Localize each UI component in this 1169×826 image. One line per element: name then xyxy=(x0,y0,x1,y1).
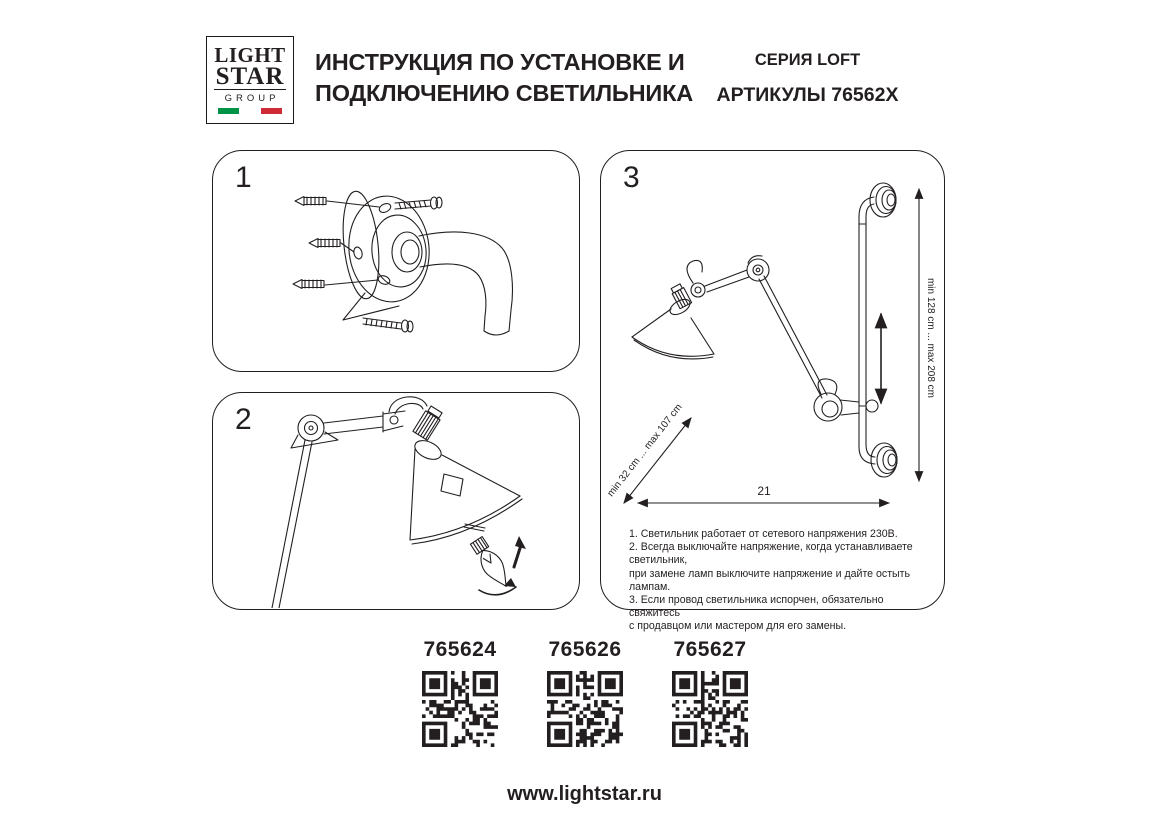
insert-arrow-icon xyxy=(514,536,526,567)
lamp-rod xyxy=(272,440,312,608)
elbow-joint xyxy=(747,256,769,281)
article-list xyxy=(405,638,765,747)
lamp-arm-lower xyxy=(759,276,827,398)
qr-code xyxy=(422,671,498,747)
step2-panel xyxy=(212,392,580,610)
lamp-socket xyxy=(413,405,444,440)
wall-anchor-icon xyxy=(295,197,326,206)
lamp-head-drawing xyxy=(213,393,578,608)
pivot-joint xyxy=(291,415,338,448)
width-dimension-label: 21 xyxy=(757,484,771,498)
note-line: с продавцом или мастером для его замены. xyxy=(629,620,847,633)
article-item xyxy=(530,638,640,747)
step1-number: 1 xyxy=(235,161,252,194)
step2-number: 2 xyxy=(235,403,252,436)
article-code: 765627 xyxy=(673,638,747,661)
logo-text-group: GROUP xyxy=(224,93,280,104)
rail-top-flange xyxy=(870,183,896,217)
note-line: 2. Всегда выключайте напряжение, когда устанавливаете светильник, xyxy=(629,541,913,567)
page-title-line2: ПОДКЛЮЧЕНИЮ СВЕТИЛЬНИКА xyxy=(315,80,693,106)
note-line: 3. Если провод светильника испорчен, обязательно свяжитесь xyxy=(629,594,884,620)
logo-text-light: LIGHT xyxy=(214,43,286,67)
series-label: СЕРИЯ LOFT xyxy=(754,51,861,69)
article-code: 765626 xyxy=(548,638,622,661)
note-line: 1. Светильник работает от сетевого напряжения 230В. xyxy=(629,528,898,540)
reach-dimension-label: min 32 cm ... max 107 cm xyxy=(605,401,685,499)
bracket-arm xyxy=(419,232,512,335)
wall-anchor-icon xyxy=(309,239,340,248)
article-item xyxy=(405,638,515,747)
website-url: www.lightstar.ru xyxy=(507,783,662,805)
height-dimension-label: min 128 cm ... max 208 cm xyxy=(925,277,936,399)
wall-anchor-icon xyxy=(293,280,324,289)
step3-panel xyxy=(600,150,945,633)
lamp-head xyxy=(632,260,714,358)
lamp-arm xyxy=(324,412,383,434)
step3-number: 3 xyxy=(623,161,640,194)
rail-bottom-flange xyxy=(871,443,897,477)
safety-notes xyxy=(629,528,935,634)
screw-icon xyxy=(363,318,413,332)
article-item xyxy=(655,638,765,747)
logo-text-star: STAR xyxy=(215,63,285,90)
note-line: при замене ламп выключите напряжение и дайте остыть лампам. xyxy=(629,567,911,593)
rotate-arrow-icon xyxy=(479,578,516,595)
qr-code xyxy=(547,671,623,747)
wall-bracket-drawing xyxy=(213,151,578,370)
lamp-arm-upper xyxy=(705,270,749,292)
step1-panel xyxy=(212,150,580,372)
articles-header: АРТИКУЛЫ 76562X xyxy=(716,84,899,106)
page-title-line1: ИНСТРУКЦИЯ ПО УСТАНОВКЕ И xyxy=(315,49,685,75)
page-title xyxy=(315,47,693,109)
article-code: 765624 xyxy=(423,638,497,661)
screw-icon xyxy=(395,197,442,209)
wall-rail xyxy=(859,197,875,464)
qr-code xyxy=(672,671,748,747)
italian-flag-icon xyxy=(218,108,282,114)
lightstar-logo xyxy=(206,36,294,124)
rail-clamp xyxy=(814,379,878,421)
